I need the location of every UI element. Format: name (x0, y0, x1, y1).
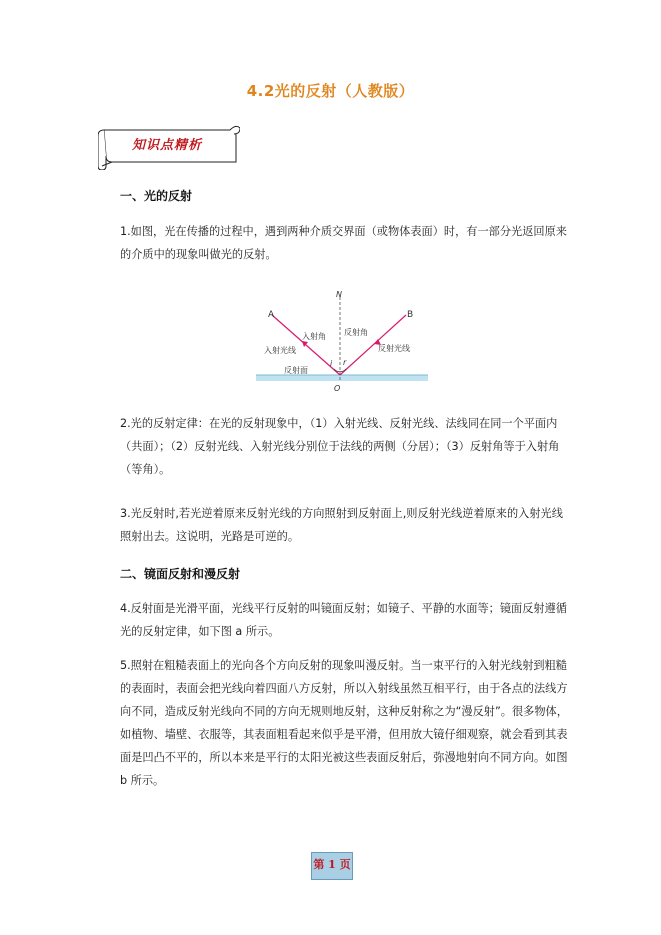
page-number: 第 1 页 (311, 852, 353, 880)
label-i: i (330, 359, 333, 368)
label-O: O (334, 384, 341, 393)
surface-label: 反射面 (284, 366, 308, 375)
paragraph-text: 5.照射在粗糙表面上的光向各个方向反射的现象叫漫反射。当一束平行的入射光线射到粗糙的表面时，表面会把光线向着四面八方反射，所以入射线虽然互相平行，由于各点的法线方向不同，造成反射光线向不同的方向无规则地反射，这种反射称之为“漫反射”。很多物体，如植物、墙壁、衣服等，其表面粗看起来似乎是平滑，但用放大镜仔细观察，就会看到其表面是凹凸不平的，所以本来是平行的太阳光被这些表面反射后，弥漫地射向不同方向。如图 b 所示。 (120, 659, 568, 787)
page-title: 4.2光的反射（人教版） (246, 82, 415, 100)
label-A: A (268, 310, 275, 320)
paragraph (120, 220, 570, 266)
incident-angle-label: 入射角 (302, 332, 326, 341)
paragraph-text: 1.如图，光在传播的过程中，遇到两种介质交界面（或物体表面）时，有一部分光返回原来的介质中的现象叫做光的反射。 (120, 225, 567, 261)
reflected-ray-label: 反射光线 (378, 344, 410, 353)
reflected-angle-label: 反射角 (344, 328, 368, 337)
reflecting-surface (256, 375, 428, 381)
label-B: B (407, 310, 414, 320)
paragraph (120, 597, 570, 643)
paragraph-text: 2.光的反射定律：在光的反射现象中，（1）入射光线、反射光线、法线同在同一个平面内（共面）；（2）反射光线、入射光线分别位于法线的两侧（分居）；（3）反射角等于入射角（等角）。 (120, 417, 560, 476)
section-heading: 一、光的反射 (120, 189, 193, 203)
paragraph (120, 502, 570, 548)
label-N: N (336, 290, 342, 299)
label-r: r (343, 358, 347, 367)
section-heading: 二、镜面反射和漫反射 (120, 567, 241, 581)
reflection-diagram (256, 285, 428, 397)
paragraph (120, 654, 570, 792)
paragraph (120, 412, 570, 481)
paragraph-text: 4.反射面是光滑平面，光线平行反射的叫镜面反射；如镜子、平静的水面等；镜面反射遵循光的反射定律，如下图 a 所示。 (120, 602, 567, 638)
paragraph-text: 3.光反射时,若光逆着原来反射光线的方向照射到反射面上,则反射光线逆着原来的入射光线照射出去。这说明，光路是可逆的。 (120, 507, 563, 543)
incident-ray-label: 入射光线 (264, 346, 296, 355)
banner-label: 知识点精析 (131, 138, 202, 153)
